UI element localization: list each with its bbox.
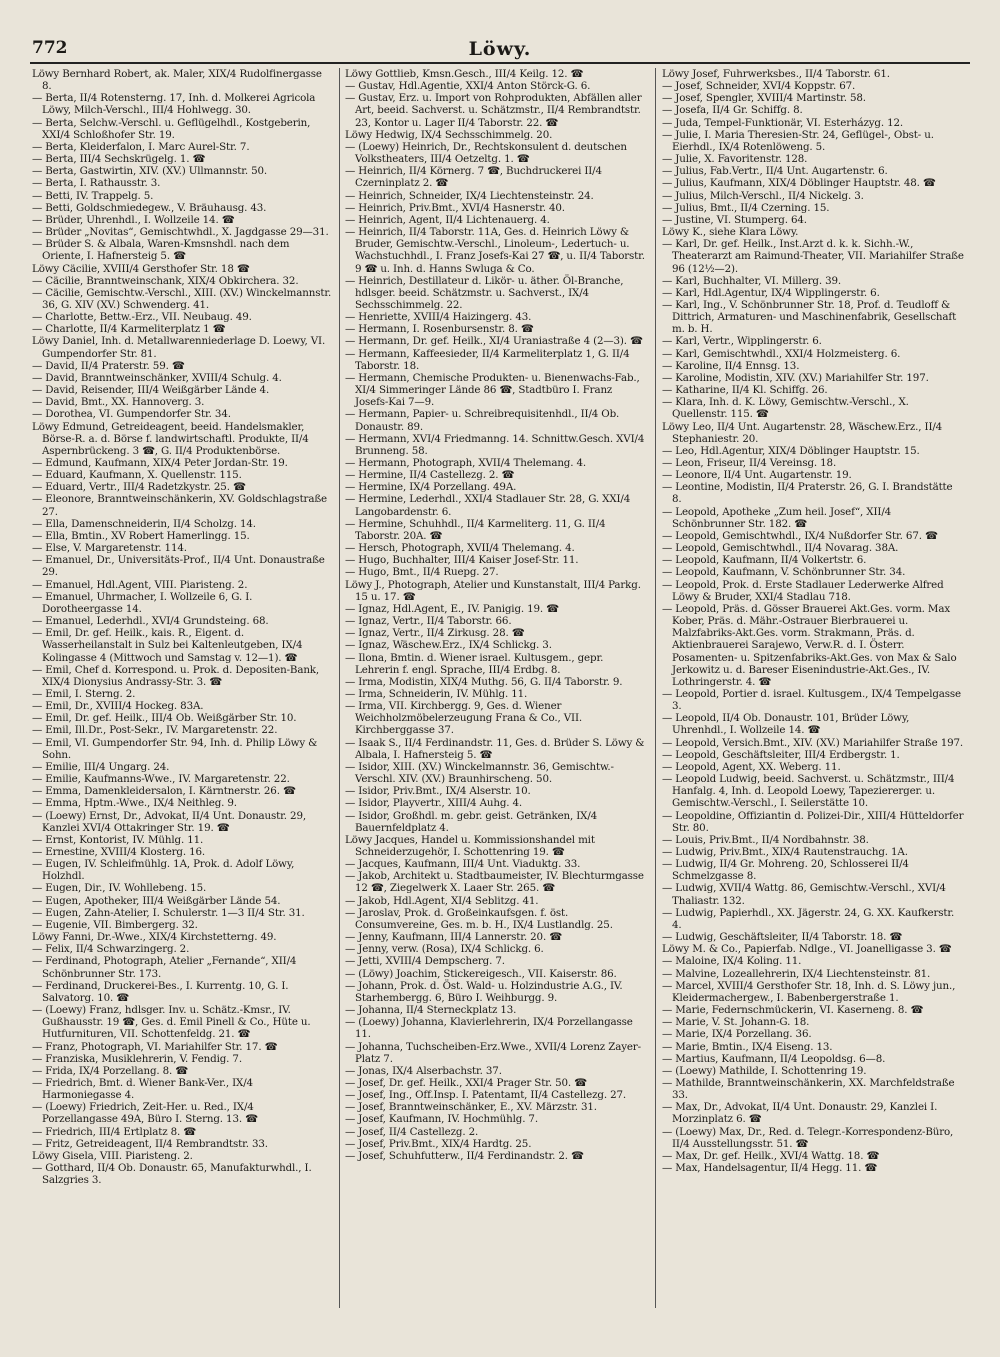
directory-entry: — Franziska, Musiklehrerin, V. Fendig. 7. [32, 1052, 242, 1065]
directory-entry: — Hermine, Lederhdl., XXI/4 Stadlauer Str. 28, G. XXI/4 Langobardenstr. 6. [345, 493, 631, 518]
directory-entry: — Berta, I. Rathausstr. 3. [32, 177, 161, 190]
directory-entry: — Hermann, Chemische Produkten- u. Bienenwachs-Fab., XI/4 Simmeringer Lände 86 ☎, Stadtbüro I. Franz Josefs-Kai 7—9. [345, 371, 640, 409]
directory-entry: — Eugen, Dir., IV. Wohllebeng. 15. [32, 882, 207, 895]
directory-entry: Löwy Cäcilie, XVIII/4 Gersthofer Str. 18 ☎ [32, 262, 250, 275]
directory-entry: — (Loewy) Max, Dr., Red. d. Telegr.-Korrespondenz-Büro, II/4 Ausstellungsstr. 51. ☎ [662, 1125, 954, 1150]
directory-entry: Löwy Hedwig, IX/4 Sechsschimmelg. 20. [345, 128, 553, 141]
directory-entry: — Emil, I. Sterng. 2. [32, 687, 136, 700]
directory-entry: — Ilona, Bmtin. d. Wiener israel. Kultusgem., gepr. Lehrerin f. engl. Sprache, III/4 Erdbg. 8. [345, 651, 604, 676]
directory-entry: — Julius, Milch-Verschl., II/4 Nickelg. 3. [662, 189, 864, 202]
directory-entry: — Leopold, Apotheke „Zum heil. Josef“, XII/4 Schönbrunner Str. 182. ☎ [662, 505, 892, 530]
directory-entry: — Leopold, Versich.Bmt., XIV. (XV.) Mariahilfer Straße 197. [662, 736, 964, 749]
directory-entry: — Hugo, Buchhalter, III/4 Kaiser Josef-Str. 11. [345, 554, 579, 567]
directory-entry: — Karl, Buchhalter, VI. Millerg. 39. [662, 274, 841, 287]
directory-entry: — Karoline, II/4 Ennsg. 13. [662, 359, 800, 372]
directory-entry: — Heinrich, II/4 Körnerg. 7 ☎, Buchdruckerei II/4 Czerninplatz 2. ☎ [345, 165, 602, 190]
directory-entry: — Emilie, Kaufmanns-Wwe., IV. Margaretenstr. 22. [32, 773, 290, 786]
directory-entry: — Ernestine, XVIII/4 Klosterg. 16. [32, 846, 206, 858]
directory-entry: — Emma, Hptm.-Wwe., IX/4 Neithleg. 9. [32, 797, 237, 810]
directory-entry: — Leopold, II/4 Ob. Donaustr. 101, Brüder Löwy, Uhrenhdl., I. Wollzeile 14. ☎ [662, 712, 910, 737]
directory-entry: — Eugenie, VII. Bimbergerg. 32. [32, 918, 198, 931]
page-number: 772 [32, 38, 68, 58]
directory-entry: — Hersch, Photograph, XVII/4 Thelemang. 4. [345, 542, 575, 555]
directory-entry: — Leopold, Kaufmann, V. Schönbrunner Str. 34. [662, 566, 906, 579]
directory-entry: — Karoline, Modistin, XIV. (XV.) Mariahilfer Str. 197. [662, 371, 929, 384]
directory-entry: — Ferdinand, Druckerei-Bes., I. Kurrentg. 10, G. I. Salvatorg. 10. ☎ [32, 979, 289, 1004]
running-head: Löwy. [468, 38, 532, 60]
directory-entry: — Heinrich, II/4 Taborstr. 11A, Ges. d. Heinrich Löwy & Bruder, Gemischtw.-Verschl., Linoleum-, Ledertuch- u. Wachstuchhdl., I. Franz Josefs-Kai 27 ☎, u. II/4 Taborstr. 9 ☎ u. Inh. d. Hanns Swluga & Co. [345, 226, 645, 275]
directory-entry: — Malvine, Lozeallehrerin, IX/4 Liechtensteinstr. 81. [662, 967, 931, 980]
directory-entry: — Ludwig, II/4 Gr. Mohreng. 20, Schlosserei II/4 Schmelzgasse 8. [662, 858, 909, 883]
directory-entry: — Max, Dr. gef. Heilk., XVI/4 Wattg. 18. ☎ [662, 1149, 880, 1162]
directory-entry: — David, Bmt., XX. Hannoverg. 3. [32, 396, 205, 409]
directory-entry: Löwy Fanni, Dr.-Wwe., XIX/4 Kirchstetterng. 49. [32, 931, 277, 944]
column-1 [32, 68, 332, 1186]
directory-entry: — Irma, Schneiderin, IV. Mühlg. 11. [345, 687, 528, 700]
directory-entry: — Hermann, Papier- u. Schreibrequisitenhdl., II/4 Ob. Donaustr. 89. [345, 408, 620, 433]
directory-entry: — Leopold, Kaufmann, II/4 Volkertstr. 6. [662, 554, 867, 567]
directory-entry: — Heinrich, Destillateur d. Likör- u. äther. Öl-Branche, hdlsger. beeid. Schätzmstr. u. Sachverst., IX/4 Sechsschimmelg. 22. [345, 274, 624, 311]
directory-entry: — Betti, Goldschmiedegew., V. Bräuhausg. 43. [32, 201, 267, 214]
directory-entry: — Brüder „Novitas“, Gemischtwhdl., X. Jagdgasse 29—31. [32, 226, 329, 239]
header-rule [30, 62, 970, 64]
directory-entry: — Karl, Gemischtwhdl., XXI/4 Holzmeisterg. 6. [662, 347, 901, 360]
directory-entry: — Julie, X. Favoritenstr. 128. [662, 153, 808, 166]
directory-entry: — Max, Dr., Advokat, II/4 Unt. Donaustr. 29, Kanzlei I. Morzinplatz 6. ☎ [662, 1101, 938, 1126]
directory-entry: — Gustav, Erz. u. Import von Rohprodukten, Abfällen aller Art, beeid. Sachverst. u. Schätzmstr., II/4 Rembrandtstr. 23, Kontor u. Lager II/4 Taborstr. 22. ☎ [345, 92, 642, 129]
directory-entry: — Ignaz, Vertr., II/4 Zirkusg. 28. ☎ [345, 627, 525, 640]
directory-entry: Löwy Gisela, VIII. Piaristeng. 2. [32, 1149, 193, 1162]
directory-entry: — Marie, Bmtin., IX/4 Eiseng. 13. [662, 1040, 833, 1053]
directory-entry: — Emanuel, Hdl.Agent, VIII. Piaristeng. 2. [32, 578, 248, 591]
directory-entry: — Friedrich, III/4 Ertlplatz 8. ☎ [32, 1125, 196, 1138]
directory-entry: — Marie, Federnschmückerin, VI. Kaserneng. 8. ☎ [662, 1004, 924, 1017]
directory-entry: — Louis, Priv.Bmt., II/4 Nordbahnstr. 38. [662, 833, 869, 846]
directory-entry: — Heinrich, Schneider, IX/4 Liechtensteinstr. 24. [345, 189, 594, 202]
directory-entry: — Leonore, II/4 Unt. Augartenstr. 19. [662, 469, 852, 482]
directory-entry: — Isidor, XIII. (XV.) Winckelmannstr. 36, Gemischtw.-Verschl. XIV. (XV.) Braunhirscheng. 50. [345, 760, 614, 786]
directory-entry: — Hermann, XVI/4 Friedmanng. 14. Schnittw.Gesch. XVI/4 Brunneng. 58. [345, 432, 645, 457]
directory-entry: — Hermann, Dr. gef. Heilk., XI/4 Uraniastraße 4 (2—3). ☎ [345, 335, 643, 348]
directory-entry: — Johanna, II/4 Sterneckplatz 13. [345, 1004, 517, 1017]
directory-entry: — Irma, VII. Kirchbergg. 9, Ges. d. Wiener Weichholzmöbelerzeugung Frana & Co., VII. Kirchberggasse 37. [345, 700, 583, 737]
directory-entry: — Betti, IV. Trappelg. 5. [32, 189, 154, 202]
directory-entry: — Maloine, IX/4 Koling. 11. [662, 955, 802, 968]
directory-entry: — Eduard, Kaufmann, X. Quellenstr. 115. [32, 469, 242, 482]
directory-entry: — Leopoldine, Offiziantin d. Polizei-Dir., XIII/4 Hütteldorfer Str. 80. [662, 809, 964, 834]
directory-entry: — Isaak S., II/4 Ferdinandstr. 11, Ges. d. Brüder S. Löwy & Albala, I. Hafnersteig 5. ☎ [345, 736, 645, 761]
directory-entry: — Leopold, Portier d. israel. Kultusgem., IX/4 Tempelgasse 3. [662, 687, 961, 713]
directory-entry: — Hermine, Schuhhdl., II/4 Karmeliterg. 11, G. II/4 Taborstr. 20A. ☎ [345, 517, 606, 542]
directory-entry: Löwy Daniel, Inh. d. Metallwarenniederlage D. Loewy, VI. Gumpendorfer Str. 81. [32, 335, 326, 360]
directory-entry: — Frida, IX/4 Porzellang. 8. ☎ [32, 1064, 188, 1077]
directory-entry: — Julius, Kaufmann, XIX/4 Döblinger Hauptstr. 48. ☎ [662, 177, 936, 190]
directory-entry: — Jenny, verw. (Rosa), IX/4 Schlickg. 6. [345, 943, 544, 956]
directory-entry: — Leopold, Geschäftsleiter, III/4 Erdbergstr. 1. [662, 748, 900, 761]
directory-entry: — Berta, III/4 Sechskrügelg. 1. ☎ [32, 153, 206, 166]
column-divider [339, 68, 340, 1308]
directory-entry: — Gotthard, II/4 Ob. Donaustr. 65, Manufakturwhdl., I. Salzgries 3. [32, 1162, 312, 1187]
directory-entry: — Berta, Gastwirtin, XIV. (XV.) Ullmannstr. 50. [32, 165, 268, 178]
directory-entry: — Emil, VI. Gumpendorfer Str. 94, Inh. d. Philip Löwy & Sohn. [32, 736, 318, 761]
directory-entry: — Justine, VI. Stumperg. 64. [662, 213, 807, 226]
directory-entry: — Ella, Damenschneiderin, II/4 Scholzg. 14. [32, 517, 256, 530]
directory-entry: — Emil, Dr. gef. Heilk., kais. R., Eigent. d. Wasserheilanstalt in Sulz bei Kaltenleutgeben, IX/4 Kolingasse 4 (Mittwoch und Samstag v. 12—1). ☎ [32, 627, 303, 664]
directory-entry: — (Loewy) Franz, hdlsger. Inv. u. Schätz.-Kmsr., IV. Gußhausstr. 19 ☎, Ges. d. Emil Pinell & Co., Hüte u. Hutfurnituren, VII. Schottenfeldg. 21. ☎ [32, 1004, 311, 1041]
directory-entry: — Juda, Tempel-Funktionär, VI. Esterházyg. 12. [662, 116, 904, 129]
directory-entry: — Ignaz, Vertr., II/4 Taborstr. 66. [345, 615, 512, 628]
directory-entry: — Karl, Hdl.Agentur, IX/4 Wipplingerstr. 6. [662, 286, 880, 299]
directory-entry: — Marcel, XVIII/4 Gersthofer Str. 18, Inh. d. S. Löwy jun., Kleidermachergew., I. Babenbergerstraße 1. [662, 979, 956, 1004]
directory-entry: — Cäcilie, Branntweinschank, XIX/4 Obkirchera. 32. [32, 274, 299, 287]
directory-entry: — Leopold, Gemischtwhdl., II/4 Novarag. 38A. [662, 542, 899, 555]
directory-entry: — Emanuel, Dr., Universitäts-Prof., II/4 Unt. Donaustraße 29. [32, 554, 325, 579]
directory-entry: — Eduard, Vertr., III/4 Radetzkystr. 25. ☎ [32, 481, 246, 494]
directory-entry: — Emma, Damenkleidersalon, I. Kärntnerstr. 26. ☎ [32, 785, 296, 798]
directory-entry: — Josef, Ing., Off.Insp. I. Patentamt, II/4 Castellezg. 27. [345, 1089, 627, 1102]
directory-entry: — Josefa, II/4 Gr. Schiffg. 8. [662, 104, 803, 117]
directory-entry: — Charlotte, Bettw.-Erz., VII. Neubaug. 49. [32, 311, 252, 324]
directory-entry: — Josef, Schneider, XVI/4 Koppstr. 67. [662, 80, 856, 93]
directory-entry: Löwy K., siehe Klara Löwy. [662, 226, 799, 239]
directory-entry: — David, Branntweinschänker, XVIII/4 Schulg. 4. [32, 371, 282, 384]
directory-entry: — Friedrich, Bmt. d. Wiener Bank-Ver., IX/4 Harmoniegasse 4. [32, 1076, 253, 1102]
directory-entry: — Hermine, IX/4 Porzellang. 49A. [345, 481, 517, 494]
directory-entry: — (Loewy) Ernst, Dr., Advokat, II/4 Unt. Donaustr. 29, Kanzlei XVI/4 Ottakringer Str. 19. ☎ [32, 809, 306, 834]
directory-entry: — Josef, II/4 Castellezg. 2. [345, 1125, 479, 1138]
directory-entry: — Ernst, Kontorist, IV. Mühlg. 11. [32, 833, 204, 846]
directory-entry: — Dorothea, VI. Gumpendorfer Str. 34. [32, 408, 231, 421]
directory-entry: — Leopold, Präs. d. Gösser Brauerei Akt.Ges. vorm. Max Kober, Präs. d. Mähr.-Ostrauer Bierbrauerei u. Malzfabriks-Akt.Ges. vorm. Strakmann, Präs. d. Aktienbrauerei Sarajewo, Verw.R. d. I. Österr. Posamenten- u. Spitzenfabriks-Akt.Ges. von Max & Salo Jerkowitz u. d. Bareser Eisenindustrie-Akt.Ges., IV. Lothringerstr. 4. ☎ [662, 602, 957, 688]
directory-entry: — (Loewy) Friedrich, Zeit-Her. u. Red., IX/4 Porzellangasse 49A, Büro I. Sterng. 13. ☎ [32, 1101, 258, 1126]
directory-entry: — (Loewy) Johanna, Klavierlehrerin, IX/4 Porzellangasse 11. [345, 1016, 633, 1041]
directory-entry: — Ignaz, Wäschew.Erz., IX/4 Schlickg. 3. [345, 639, 552, 652]
directory-entry: — Ella, Bmtin., XV Robert Hamerlingg. 15. [32, 529, 250, 542]
directory-entry: — Heinrich, Agent, II/4 Lichtenauerg. 4. [345, 213, 550, 226]
directory-entry: — Hugo, Bmt., II/4 Ruepg. 27. [345, 566, 499, 579]
directory-entry: — Klara, Inh. d. K. Löwy, Gemischtw.-Verschl., X. Quellenstr. 115. ☎ [662, 396, 909, 421]
directory-entry: — Emil, Ill.Dr., Post-Sekr., IV. Margaretenstr. 22. [32, 724, 278, 737]
directory-entry: — Hermann, Kaffeesieder, II/4 Karmeliterplatz 1, G. II/4 Taborstr. 18. [345, 347, 630, 372]
directory-entry: — Berta, Selchw.-Verschl. u. Geflügelhdl., Kostgeberin, XXI/4 Schloßhofer Str. 19. [32, 116, 311, 141]
directory-entry: — Franz, Photograph, VI. Mariahilfer Str. 17. ☎ [32, 1040, 278, 1053]
directory-entry: — Else, V. Margaretenstr. 114. [32, 542, 187, 555]
directory-entry: — Jenny, Kaufmann, III/4 Lannerstr. 20. ☎ [345, 931, 562, 944]
directory-entry: — Emanuel, Lederhdl., XVI/4 Grundsteing. 68. [32, 615, 269, 628]
directory-entry: — Brüder, Uhrenhdl., I. Wollzeile 14. ☎ [32, 213, 235, 226]
directory-entry: — Josef, Dr. gef. Heilk., XXI/4 Prager Str. 50. ☎ [345, 1076, 587, 1089]
directory-entry: — Ludwig, Priv.Bmt., XIX/4 Rautenstrauchg. 1A. [662, 846, 908, 858]
directory-entry: — Karl, Ing., V. Schönbrunner Str. 18, Prof. d. Teudloff & Dittrich, Armaturen- und Maschinenfabrik, Gesellschaft m. b. H. [662, 298, 957, 336]
directory-entry: — Isidor, Priv.Bmt., IX/4 Alserstr. 10. [345, 785, 531, 798]
directory-entry: — (Loewy) Mathilde, I. Schottenring 19. [662, 1064, 867, 1077]
directory-entry: — Jakob, Architekt u. Stadtbaumeister, IV. Blechturmgasse 12 ☎, Ziegelwerk X. Laaer Str. 265. ☎ [345, 870, 644, 895]
directory-entry: — Ludwig, Papierhdl., XX. Jägerstr. 24, G. XX. Kaufkerstr. 4. [662, 906, 955, 931]
directory-entry: — Marie, IX/4 Porzellang. 36. [662, 1028, 812, 1041]
directory-entry: — Brüder S. & Albala, Waren-Kmsnshdl. nach dem Oriente, I. Hafnersteig 5. ☎ [32, 238, 290, 263]
directory-entry: Löwy Leo, II/4 Unt. Augartenstr. 28, Wäschew.Erz., II/4 Stephaniestr. 20. [662, 420, 943, 445]
column-3 [662, 68, 964, 1174]
column-divider [655, 68, 656, 1308]
directory-entry: — Jaroslav, Prok. d. Großeinkaufsgen. f. öst. Consumvereine, Ges. m. b. H., IX/4 Lustlandlg. 25. [345, 906, 613, 931]
directory-entry: Löwy Gottlieb, Kmsn.Gesch., III/4 Keilg. 12. ☎ [345, 68, 584, 80]
directory-entry: — Leopold Ludwig, beeid. Sachverst. u. Schätzmstr., III/4 Hanfalg. 4, Inh. d. Leopold Loewy, Tapeziererger. u. Gemischtw.-Verschl., I. Seilerstätte 10. [662, 773, 955, 810]
directory-entry: — Heinrich, Priv.Bmt., XVI/4 Hasnerstr. 40. [345, 201, 565, 214]
directory-entry: — Ferdinand, Photograph, Atelier „Fernande“, XII/4 Schönbrunner Str. 173. [32, 955, 297, 980]
directory-entry: Löwy Bernhard Robert, ak. Maler, XIX/4 Rudolfinergasse 8. [32, 68, 322, 93]
directory-entry: — Johann, Prok. d. Öst. Wald- u. Holzindustrie A.G., IV. Starhembergg. 6, Büro I. Weihburgg. 9. [345, 979, 623, 1004]
directory-entry: — Irma, Modistin, XIX/4 Muthg. 56, G. II/4 Taborstr. 9. [345, 675, 623, 688]
directory-entry: — Leontine, Modistin, II/4 Praterstr. 26, G. I. Brandstätte 8. [662, 481, 953, 506]
directory-entry: — Jakob, Hdl.Agent, XI/4 Seblitzg. 41. [345, 894, 539, 907]
directory-entry: — Hermann, I. Rosenbursenstr. 8. ☎ [345, 323, 534, 336]
directory-entry: — Leon, Friseur, II/4 Vereinsg. 18. [662, 457, 837, 469]
directory-entry: — Gustav, Hdl.Agentie, XXI/4 Anton Störck-G. 6. [345, 80, 591, 93]
directory-entry: — Josef, Kaufmann, IV. Hochmühlg. 7. [345, 1113, 538, 1126]
directory-entry: — (Löwy) Joachim, Stickereigesch., VII. Kaiserstr. 86. [345, 967, 617, 980]
directory-entry: — Berta, II/4 Rotensterng. 17, Inh. d. Molkerei Agricola Löwy, Milch-Verschl., III/4 Hohlwegg. 30. [32, 92, 316, 117]
directory-entry: — Mathilde, Branntweinschänkerin, XX. Marchfeldstraße 33. [662, 1076, 955, 1102]
directory-entry: — Jonas, IX/4 Alserbachstr. 37. [345, 1064, 502, 1077]
directory-entry: — Eleonore, Branntweinschänkerin, XV. Goldschlagstraße 27. [32, 493, 327, 518]
directory-entry: — Eugen, IV. Schleifmühlg. 1A, Prok. d. Adolf Löwy, Holzhdl. [32, 858, 295, 883]
directory-entry: — Martius, Kaufmann, II/4 Leopoldsg. 6—8. [662, 1052, 886, 1065]
directory-entry: — Isidor, Playvertr., XIII/4 Auhg. 4. [345, 797, 523, 810]
directory-entry: — David, II/4 Praterstr. 59. ☎ [32, 359, 185, 372]
directory-entry: — Ludwig, XVII/4 Wattg. 86, Gemischtw.-Verschl., XVI/4 Thaliastr. 132. [662, 882, 946, 907]
directory-entry: Löwy M. & Co., Papierfab. Ndlge., VI. Joanelligasse 3. ☎ [662, 943, 952, 956]
column-2 [345, 68, 647, 1162]
directory-entry: — Henriette, XVIII/4 Haizingerg. 43. [345, 311, 532, 324]
directory-entry: Löwy Josef, Fuhrwerksbes., II/4 Taborstr. 61. [662, 68, 890, 80]
directory-entry: — Marie, V. St. Johann-G. 18. [662, 1016, 810, 1029]
directory-entry: — Charlotte, II/4 Karmeliterplatz 1 ☎ [32, 323, 226, 336]
directory-entry: — Ludwig, Geschäftsleiter, II/4 Taborstr. 18. ☎ [662, 931, 903, 944]
directory-entry: — Josef, Branntweinschänker, E., XV. Märzstr. 31. [345, 1101, 597, 1114]
directory-entry: — David, Reisender, III/4 Weißgärber Lände 4. [32, 384, 270, 397]
directory-entry: — Katharine, II/4 Kl. Schiffg. 26. [662, 384, 828, 397]
directory-entry: — Emil, Dr. gef. Heilk., III/4 Ob. Weißgärber Str. 10. [32, 712, 297, 725]
directory-entry: Löwy J., Photograph, Atelier und Kunstanstalt, III/4 Parkg. 15 u. 17. ☎ [345, 578, 641, 603]
directory-entry: — Jacques, Kaufmann, III/4 Unt. Viaduktg. 33. [345, 858, 581, 871]
directory-entry: — Josef, Schuhfutterw., II/4 Ferdinandstr. 2. ☎ [345, 1149, 584, 1162]
directory-entry: — Isidor, Großhdl. m. gebr. geist. Getränken, IX/4 Bauernfeldplatz 4. [345, 809, 598, 834]
directory-entry: — Leopold, Prok. d. Erste Stadlauer Lederwerke Alfred Löwy & Bruder, XXI/4 Stadlau 718. [662, 578, 944, 603]
directory-entry: — Hermine, II/4 Castellezg. 2. ☎ [345, 469, 515, 482]
directory-entry: — Karl, Dr. gef. Heilk., Inst.Arzt d. k. k. Sichh.-W., Theaterarzt am Raimund-Theater, VII. Mariahilfer Straße 96 (12½—2). [662, 238, 964, 275]
directory-entry: — Emilie, III/4 Ungarg. 24. [32, 760, 170, 773]
directory-entry: — Cäcilie, Gemischtw.-Verschl., XIII. (XV.) Winckelmannstr. 36, G. XIV (XV.) Schwenderg. 41. [32, 286, 332, 311]
directory-entry: — Leo, Hdl.Agentur, XIX/4 Döblinger Hauptstr. 15. [662, 444, 920, 457]
directory-entry: — Max, Handelsagentur, II/4 Hegg. 11. ☎ [662, 1162, 878, 1175]
directory-entry: — (Loewy) Heinrich, Dr., Rechtskonsulent d. deutschen Volkstheaters, III/4 Oetzeltg. 1. ☎ [345, 140, 627, 166]
directory-entry: Löwy Edmund, Getreideagent, beeid. Handelsmakler, Börse-R. a. d. Börse f. landwirtschaftl. Produkte, II/4 Aspernbrückeng. 3 ☎, G. II/4 Produktenbörse. [32, 420, 309, 457]
directory-entry: — Johanna, Tuchscheiben-Erz.Wwe., XVII/4 Lorenz Zayer-Platz 7. [345, 1040, 641, 1065]
directory-entry: — Karl, Vertr., Wipplingerstr. 6. [662, 335, 822, 348]
directory-entry: — Leopold, Gemischtwhdl., IX/4 Nußdorfer Str. 67. ☎ [662, 529, 938, 542]
directory-entry: — Ignaz, Hdl.Agent, E., IV. Panigig. 19. ☎ [345, 602, 559, 615]
directory-entry: — Emil, Dr., XVIII/4 Hockeg. 83A. [32, 700, 204, 713]
directory-entry: — Julie, I. Maria Theresien-Str. 24, Geflügel-, Obst- u. Eierhdl., IX/4 Rotenlöweng. 5. [662, 128, 934, 153]
directory-entry: — Edmund, Kaufmann, XIX/4 Peter Jordan-Str. 19. [32, 457, 288, 469]
directory-entry: — Berta, Kleiderfalon, I. Marc Aurel-Str. 7. [32, 140, 250, 153]
directory-entry: — Hermann, Photograph, XVII/4 Thelemang. 4. [345, 457, 587, 469]
directory-entry: — Felix, II/4 Schwarzingerg. 2. [32, 943, 190, 956]
directory-entry: — Eugen, Zahn-Atelier, I. Schulerstr. 1—3 II/4 Str. 31. [32, 906, 305, 919]
directory-entry: — Josef, Spengler, XVIII/4 Martinstr. 58. [662, 92, 866, 105]
directory-entry: Löwy Jacques, Handel u. Kommissionshandel mit Schneiderzugehör, I. Schottenring 19. ☎ [345, 833, 595, 858]
directory-entry: — Emanuel, Uhrmacher, I. Wollzeile 6, G. I. Dorotheergasse 14. [32, 590, 253, 615]
directory-entry: — Jetti, XVIII/4 Dempscherg. 7. [345, 955, 505, 968]
directory-entry: — Leopold, Agent, XX. Weberg. 11. [662, 760, 841, 773]
directory-entry: — Eugen, Apotheker, III/4 Weißgärber Lände 54. [32, 894, 281, 907]
directory-entry: — Julius, Fab.Vertr., II/4 Unt. Augartenstr. 6. [662, 165, 888, 178]
directory-entry: — Josef, Priv.Bmt., XIX/4 Hardtg. 25. [345, 1137, 532, 1150]
directory-entry: — Fritz, Getreideagent, II/4 Rembrandtstr. 33. [32, 1137, 268, 1150]
directory-entry: — Julius, Bmt., II/4 Czerning. 15. [662, 201, 830, 214]
directory-entry: — Emil, Chef d. Korrespond. u. Prok. d. Depositen-Bank, XIX/4 Dionysius Andrassy-Str. 3. ☎ [32, 663, 320, 688]
